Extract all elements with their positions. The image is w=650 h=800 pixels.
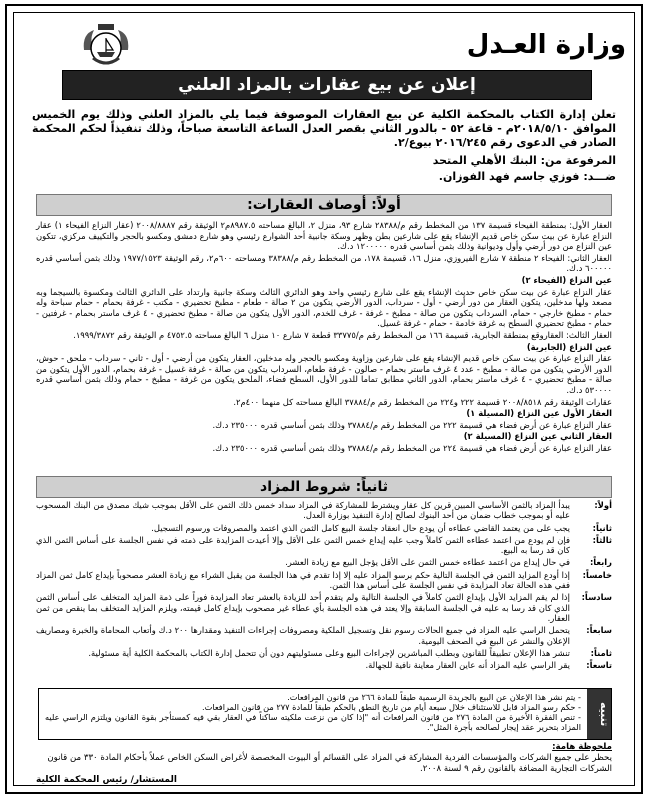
- property-subheading: عين النزاع (الفيحاء ٢): [521, 274, 612, 285]
- condition-text: تنشر هذا الإعلان تطبيقاً للقانون وبطلب المباشرين لإجراءات البيع وعلى مسئوليتهم دون أن تتحمل إدارة الكتاب بالمحكمة الكلية أية مسئولية.: [88, 647, 570, 658]
- property-paragraph: العقار الأول: بمنطقة الفيحاء قسيمة ١٣٧ من المخطط رقم م/٢٨٣٨٨ شارع ٩٣، منزل ٢، البالغ مساحته ٨٩٨٧.٥م٢ الوثيقة رقم ٢٠٠٨/٨٨٨٧ (عقار النزاع الفيحاء ١) عقار النزاع عبارة عن بيت سكن خاص قديم الإنشاء يقع على شارعين بطن وظهر وسكة جانبية أحد الشوارع رئيسي وهو شارع دمشق ومكسو بالحجر والتكييف مركزي، تتكون عين النزاع من دور أرضي وأول وديوانية وذلك بثمن أساسي قدره ١٢٠٠٠٠٠ د.ك.: [36, 220, 612, 252]
- condition-text: في حال إيداع من اعتمد عطاءه خمس الثمن على الأقل يؤجل البيع مع زيادة العشر.: [285, 557, 570, 568]
- notice-line: - يتم نشر هذا الإعلان عن البيع بالجريدة الرسمية طبقاً للمادة ٢٦٦ من قانون المرافعات.: [287, 692, 581, 702]
- notice-text: [45, 692, 581, 732]
- condition-item: [36, 523, 612, 533]
- announcement-banner: إعلان عن بيع عقارات بالمزاد العلني: [62, 70, 592, 100]
- property-paragraph: العقار الثالث: العقاروقع بمنطقة الجابرية، قسيمة ١٦٦ من المخطط رقم م/٣٣٧٧٥ قطعة ٧ شارع ١٠ منزل ٦ البالغ مساحته ٤٧٥٢.٥ م الوثيقة رقم ١٩٩٩/٣٨٧٢.: [73, 329, 612, 340]
- intro-paragraph: تعلن إدارة الكتاب بالمحكمة الكلية عن بيع العقارات الموصوفة فيما يلي بالمزاد العلني وذلك يوم الخميس الموافق ٢٠١٨/٥/١٠م - قاعة ٥٢ - بالدور الثاني بقصر العدل الساعة التاسعة صباحاً، وذلك تنفيذاً لحكم المحكمة الصادر في الدعوى رقم ٢٠١٦/٢٤٥ بيوع/٢.: [32, 108, 616, 149]
- ministry-title: وزارة العـدل: [466, 30, 626, 60]
- announcement: [14, 12, 634, 788]
- condition-number: خامساً:: [582, 569, 612, 580]
- condition-number: رابعاً:: [589, 557, 612, 568]
- condition-item: [36, 535, 612, 556]
- notice-line: - تنص الفقرة الأخيرة من المادة ٢٧٦ من قانون المرافعات أنه "إذا كان من نزعت ملكيته ساكناً في العقار بقي فيه كمستأجر بقوة القانون ويلتزم الراسي عليه المزاد بتحرير عقد إيجار لصالحه بأجرة المثل".: [45, 712, 582, 732]
- property-paragraph: عقار النزاع عبارة عن بيت سكن خاص حديث الإنشاء يقع على شارع رئيسي واحد وهو الدائري الثالث وسكة جانبية وارتداد على الدائري الثالث ومكسوة بالسيجما وبه مصعد ولها مدخلين، يتكون العقار من دور أرضي - أول - سرداب، الدور الأرضي يتكون من ٢ صالة - طعام - مطبخ تحضيري - مكتب - غرفة بحمام - حمام سباحة وله حمام - مطبخ خارجي - حمام، السرداب يتكون من صالة - مطبخ - غرفة - غرف للخدم، الدور الأول يتكون من صالة - مطبخ تحضيري - ٤ غرف ماستر بحمام - غرفتين - حمام - مطبخ تحضيري السطح به غرفة خادمة - حمام - غرفة غسيل.: [36, 286, 612, 329]
- properties-list: [36, 220, 612, 454]
- condition-item: [36, 570, 612, 591]
- property-paragraph: عقار النزاع عبارة عن أرض فضاء هي قسيمة ٢٢٤ من المخطط رقم م/٣٧٨٨٤ وذلك بثمن أساسي قدره ٢٣٥٠٠٠ د.ك.: [212, 442, 612, 453]
- condition-text: يبدأ المزاد بالثمن الأساسي المبين قرين كل عقار ويشترط للمشاركة في المزاد سداد خمس ذلك الثمن على الأقل بموجب شيك مصدق من البنك المسحوب عليه أو بموجب خطاب ضمان من أحد البنوك لصالح إدارة التنفيذ بوزارة العدل.: [36, 500, 570, 521]
- defendant-name: فوزي جاسم فهد الفوزان.: [438, 170, 580, 183]
- condition-item: [36, 648, 612, 658]
- condition-item: [36, 625, 612, 646]
- condition-text: فإن لم يودع من اعتمد عطاءه الثمن كاملاً وجب عليه إيداع خمس الثمن على الأقل وإلا أعيدت المزايدة على ذمته في نفس الجلسة على أساس الثمن الذي كان قد رسا به البيع.: [36, 534, 570, 556]
- important-note: [36, 742, 612, 775]
- condition-text: يتحمل الراسي عليه المزاد في جميع الحالات رسوم نقل وتسجيل الملكية ومصروفات إجراءات التنفيذ ومقدارها ٢٠٠ د.ك وأتعاب المحاماة والخبرة ومصاريف الإعلان والنشر عن البيع في الصحف اليومية.: [36, 625, 570, 646]
- defendant-line: [32, 170, 616, 184]
- property-paragraph: العقار الثاني: الفيحاء ٢ منطقة ٧ شارع الفيروزي، منزل ١٦، قسيمة ١٧٨، من المخطط رقم م/٣٨٣٨٨ ومساحته ٦٠٠م٢، رقم الوثيقة ١٩٧٧/١٥٢٣ وذلك بثمن أساسي قدره ٦٠٠٠٠٠ د.ك.: [36, 252, 612, 274]
- condition-number: تاسعاً:: [586, 660, 612, 671]
- condition-text: إذا لم يقم المزايد الأول بإيداع الثمن كاملاً في الجلسة التالية ولم يتقدم أحد للزيادة بالعشر تعاد المزايدة فوراً على ذمة المزايد المتخلف على أساس الثمن الذي كان قد رسا به عليه في الجلسة السابقة وإلا يعتد في هذه الجلسة بأي عطاء غير مصحوب بإيداع كامل قيمته، ويلزم المزايد المتخلف بما ينقص من ثمن العقار.: [36, 592, 570, 623]
- plaintiff-line: [32, 154, 616, 168]
- plaintiff-label: المرفوعة من:: [540, 154, 616, 167]
- condition-item: [36, 500, 612, 521]
- condition-text: يقر الراسي عليه المزاد أنه عاين العقار معاينة نافية للجهالة.: [365, 660, 570, 671]
- property-paragraph: عقار النزاع عبارة عن أرض فضاء هي قسيمة ٢٢٢ من المخطط رقم م/٣٧٨٨٤ وذلك بثمن أساسي قدره ٢٣٥٠٠٠ د.ك.: [212, 419, 612, 430]
- condition-number: ثامناً:: [590, 647, 612, 658]
- condition-number: سابعاً:: [586, 625, 612, 636]
- notice-tag: تنبيه: [587, 689, 611, 739]
- property-paragraph: عقارات الوثيقة رقم ٢٠٠٨/٨٥١٨ قسيمة ٢٢٢ و٢٢٤ من المخطط رقم م/٣٧٨٨٤ البالغ مساحته كل منهما ٤٠٠م٢.: [233, 396, 612, 407]
- defendant-label: ضـــد:: [583, 170, 616, 183]
- condition-item: [36, 557, 612, 567]
- property-subheading: العقار الثاني عين النزاع (المسيلة ٢): [463, 431, 612, 442]
- condition-text: إذا أودع المزايد الثمن في الجلسة التالية حكم برسو المزاد عليه إلا إذا تقدم في هذا الجلسة من يقبل الشراء مع زيادة العشر مصحوباً بإيداع كامل ثمن المزاد ففي هذه الحالة تعاد المزايدة في نفس الجلسة على أساس هذا الثمن.: [36, 569, 570, 591]
- condition-number: ثالثاً:: [592, 534, 612, 545]
- condition-item: [36, 592, 612, 623]
- property-subheading: عين النزاع (الجابرية): [526, 341, 612, 352]
- section-properties-heading: أولاً: أوصاف العقارات:: [36, 194, 612, 216]
- condition-number: أولاً:: [594, 500, 612, 510]
- property-subheading: العقار الأول عين النزاع (المسيلة ١): [466, 408, 612, 419]
- notice-box: [38, 688, 612, 740]
- section-conditions-heading: ثانياً: شروط المزاد: [36, 476, 612, 498]
- property-paragraph: عقار النزاع عبارة عن بيت سكن خاص قديم الإنشاء يقع على شارعين وزاوية ومكسو بالحجر وله مدخلين، العقار يتكون من أرضي - أول - ثاني - سرداب - ملحق - حوش، الدور الأرضي يتكون من صالة - مطبخ - عدد ٤ غرف ماستر بحمام - صالون - غرفة طعام، السرداب يتكون من صالة - غرفة غسيل - غرفة بحمام، الدور الأول يتكون من صالة - مطبخ تحضيري - ٤ غرف ماستر بحمام، الدور الثاني مطابق تماما للدور الأول، السطح فضاء، الملحق يتكون من غرفة - مطبخ - حمام وذلك بثمن أساسي قدره ٥٣٠٠٠٠ د.ك.: [36, 353, 612, 395]
- condition-number: سادساً:: [581, 592, 612, 603]
- condition-number: ثانياً:: [592, 522, 612, 533]
- important-note-text: يحظر على جميع الشركات والمؤسسات الفردية المشاركة في المزاد على القسائم أو البيوت المخصصة لأغراض السكن الخاص عملاً بأحكام المادة ٣٣٠ من قانون الشركات التجارية المضافة بالقانون رقم ٩ لسنة ٢٠٠٨.: [47, 753, 612, 774]
- notice-line: - حكم رسو المزاد قابل للاستئناف خلال سبعة أيام من تاريخ النطق بالحكم طبقاً للمادة ٢٧٧ من قانون المرافعات.: [202, 702, 581, 712]
- conditions-list: [36, 500, 612, 672]
- condition-text: يجب على من يعتمد القاضي عطاءه أن يودع حال انعقاد جلسة البيع كامل الثمن الذي اعتمد والمصروفات ورسوم التسجيل.: [151, 522, 570, 533]
- condition-item: [36, 660, 612, 670]
- kuwait-emblem-icon: [78, 20, 134, 72]
- plaintiff-name: البنك الأهلي المتحد: [432, 154, 537, 167]
- important-note-heading: ملحوظة هامة:: [552, 742, 612, 752]
- signature-line: المستشار/ رئيس المحكمة الكلية: [36, 775, 177, 785]
